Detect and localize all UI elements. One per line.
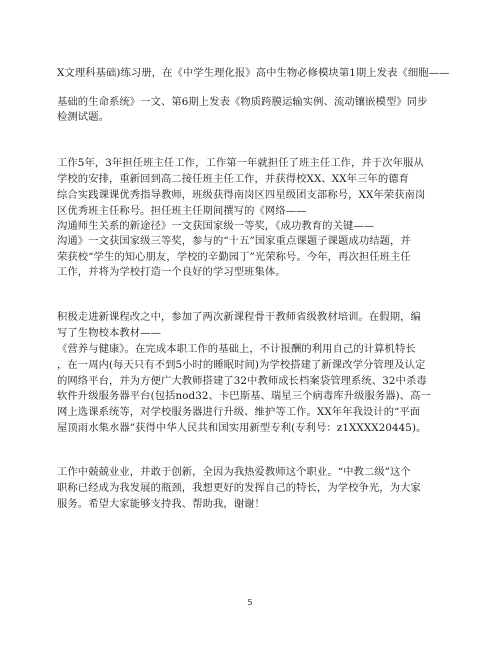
paragraph-2-line-7: 荣获校“学生的知心朋友，学校的辛勤园丁”光荣称号。今年，再次担任班主任 [57,251,411,263]
paragraph-2-line-3: 综合实践课课优秀指导教师，班级获得南岗区四星级团支部称号，XX年荣获南岗 [57,189,426,201]
paragraph-3-line-7: 网上选课系统等，对学校服务器进行升级、维护等工作。XX年年我设计的“平面 [57,406,421,418]
paragraph-2-line-1: 工作5年，3年担任班主任工作，工作第一年就担任了班主任工作，并于次年服从 [57,157,424,169]
paragraph-1-line-3: 检测试题。 [57,111,109,123]
paragraph-2-line-6: 沟通》一文获国家级三等奖，参与的“十五”国家重点课题子课题成功结题，并 [57,235,411,247]
paragraph-3-line-1: 积极走进新课程改之中，参加了两次新课程骨干教师省级教材培训。在假期，编 [57,311,421,323]
paragraph-1-line-1: X文理科基础)练习册，在《中学生理化报》高中生物必修模块第1期上发表《细胞—— [57,67,450,79]
paragraph-2-line-4: 区优秀班主任称号。担任班主任期间撰写的《网络—— [57,205,307,217]
paragraph-4-line-3: 服务。希望大家能够支持我、帮助我，谢谢！ [57,498,265,510]
paragraph-2-line-8: 工作，并将为学校打造一个良好的学习型班集体。 [57,266,286,278]
paragraph-2-line-5: 沟通师生关系的新途径》一文获国家级一等奖，《成功教育的关键—— [57,220,375,232]
paragraph-3-line-6: 软件升级服务器平台(包括nod32、卡巴斯基、瑞星三个病毒库升级服务器)、高一 [57,390,431,402]
paragraph-3-line-2: 写了生物校本教材—— [57,327,161,339]
paragraph-4-line-1: 工作中兢兢业业，并敢于创新，全因为我热爱教师这个职业。“中教二级”这个 [57,466,411,478]
paragraph-3-line-5: 的网络平台，并为方便广大教师搭建了32中教师成长档案袋管理系统、32中杀毒 [57,375,427,387]
paragraph-3-line-4: ，在一周内(每天只有不到5小时的睡眠时间)为学校搭建了新课改学分管理及认定 [57,359,426,371]
paragraph-2-line-2: 学校的安排，重新回到高二接任班主任工作，并获得校XX、XX年三年的德育 [57,173,410,185]
page-number: 5 [247,598,253,607]
paragraph-1-line-2: 基础的生命系统》一文、第6期上发表《物质跨膜运输实例、流动镶嵌模型》同步 [57,96,428,108]
paragraph-3-line-8: 屋顶雨水集水器”获得中华人民共和国实用新型专利(专利号：z1XXXX20445)。 [57,422,427,434]
paragraph-4-line-2: 职称已经成为我发展的瓶颈，我想更好的发挥自己的特长，为学校争光，为大家 [57,482,421,494]
paragraph-3-line-3: 《营养与健康》。在完成本职工作的基础上，不计报酬的利用自己的计算机特长 [57,343,416,355]
